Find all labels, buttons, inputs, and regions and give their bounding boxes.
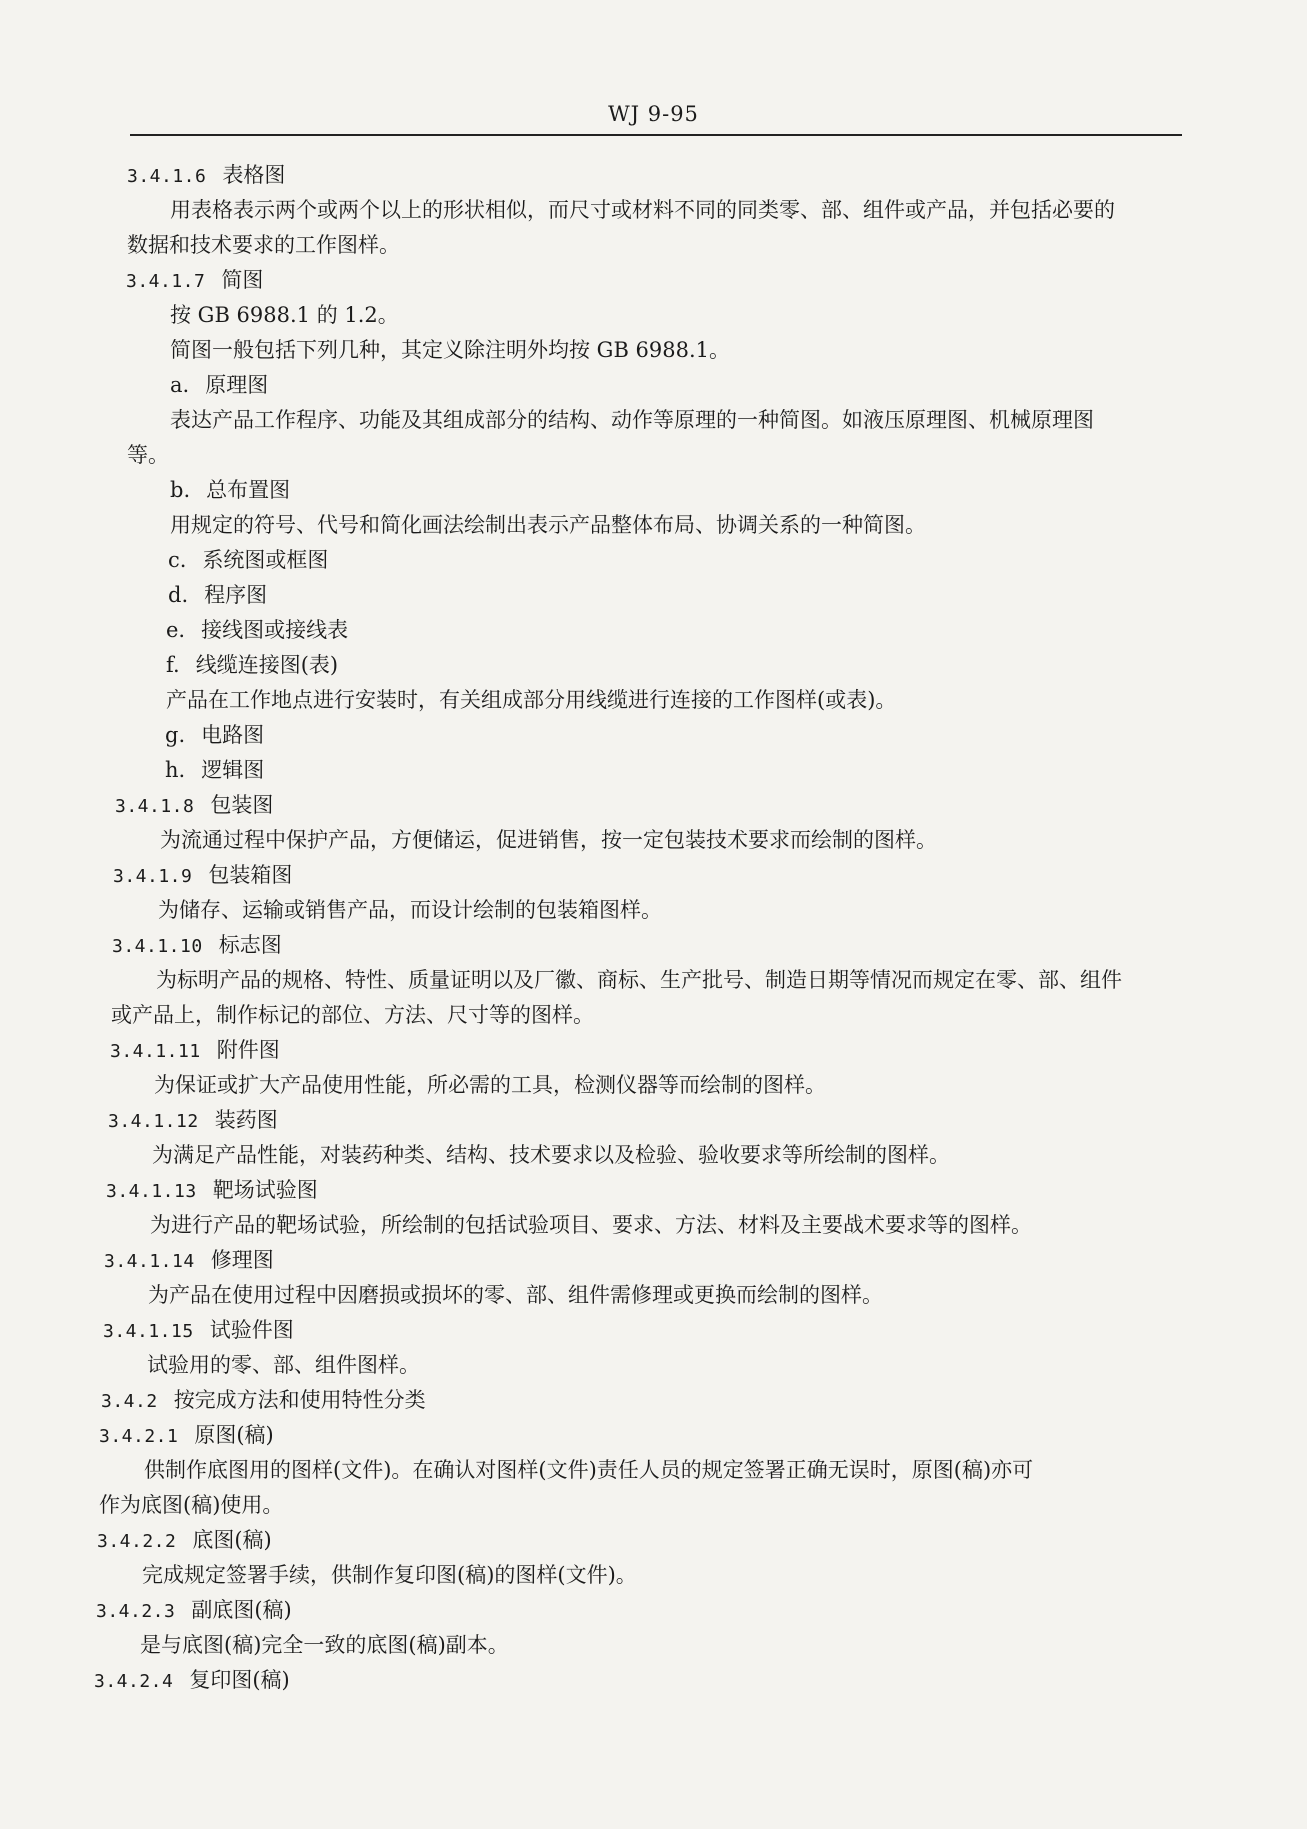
paragraph-line: 供制作底图用的图样(文件)。在确认对图样(文件)责任人员的规定签署正确无误时，原图(稿)亦可 <box>144 1458 1034 1482</box>
paragraph-line: 产品在工作地点进行安装时，有关组成部分用线缆进行连接的工作图样(或表)。 <box>166 688 897 712</box>
section-heading-3-4-2-2 <box>97 1523 1307 1558</box>
section-heading-3-4-1-14 <box>104 1243 1307 1278</box>
section-heading-3-4-2 <box>101 1383 1307 1418</box>
section-number: 3.4.2 <box>101 1391 158 1412</box>
list-marker: e. <box>166 618 186 642</box>
paragraph-line: 或产品上，制作标记的部位、方法、尺寸等的图样。 <box>111 1003 594 1027</box>
paragraph-line: 简图一般包括下列几种，其定义除注明外均按 GB 6988.1。 <box>170 338 731 362</box>
list-item-b <box>170 473 1307 508</box>
section-title: 附件图 <box>216 1038 280 1062</box>
section-title: 包装箱图 <box>208 863 293 887</box>
paragraph-line: 完成规定签署手续，供制作复印图(稿)的图样(文件)。 <box>142 1563 637 1587</box>
section-heading-3-4-1-10 <box>112 928 1307 963</box>
paragraph-line: 试验用的零、部、组件图样。 <box>147 1353 420 1377</box>
section-title: 副底图(稿) <box>191 1598 292 1622</box>
section-heading-3-4-1-7 <box>126 263 1307 298</box>
list-marker: f. <box>166 653 180 677</box>
list-label: 电路图 <box>201 723 265 747</box>
section-number: 3.4.1.10 <box>112 936 203 957</box>
section-number: 3.4.1.12 <box>108 1111 199 1132</box>
list-item-c <box>168 543 1307 578</box>
section-heading-3-4-1-9 <box>113 858 1307 893</box>
section-title: 按完成方法和使用特性分类 <box>173 1388 426 1412</box>
section-number: 3.4.1.8 <box>115 796 195 817</box>
paragraph-line: 为保证或扩大产品使用性能，所必需的工具，检测仪器等而绘制的图样。 <box>154 1073 826 1097</box>
list-label: 接线图或接线表 <box>201 618 349 642</box>
paragraph-line: 表达产品工作程序、功能及其组成部分的结构、动作等原理的一种简图。如液压原理图、机械原理图 <box>170 408 1094 432</box>
section-title: 包装图 <box>210 793 274 817</box>
list-marker: h. <box>165 758 186 782</box>
section-title: 原图(稿) <box>194 1423 274 1447</box>
list-marker: a. <box>170 373 190 397</box>
section-title: 底图(稿) <box>192 1528 272 1552</box>
section-number: 3.4.1.11 <box>110 1041 201 1062</box>
list-label: 线缆连接图(表) <box>195 653 339 677</box>
section-heading-3-4-2-4 <box>94 1663 1307 1698</box>
section-number: 3.4.2.4 <box>94 1671 174 1692</box>
section-number: 3.4.1.9 <box>113 866 193 887</box>
section-number: 3.4.2.2 <box>97 1531 177 1552</box>
paragraph-line: 为进行产品的靶场试验，所绘制的包括试验项目、要求、方法、材料及主要战术要求等的图样。 <box>150 1213 1032 1237</box>
section-number: 3.4.2.1 <box>99 1426 179 1447</box>
section-number: 3.4.1.6 <box>127 166 207 187</box>
list-marker: b. <box>170 478 191 502</box>
list-item-h <box>165 753 1307 788</box>
list-marker: c. <box>168 548 187 572</box>
list-label: 系统图或框图 <box>202 548 329 572</box>
section-heading-3-4-2-1 <box>99 1418 1307 1453</box>
paragraph-line: 用规定的符号、代号和简化画法绘制出表示产品整体布局、协调关系的一种简图。 <box>170 513 926 537</box>
list-label: 逻辑图 <box>201 758 265 782</box>
paragraph-line: 是与底图(稿)完全一致的底图(稿)副本。 <box>140 1633 509 1657</box>
paragraph-line: 为标明产品的规格、特性、质量证明以及厂徽、商标、生产批号、制造日期等情况而规定在零、部、组件 <box>156 968 1122 992</box>
paragraph-line: 为产品在使用过程中因磨损或损坏的零、部、组件需修理或更换而绘制的图样。 <box>148 1283 883 1307</box>
section-title: 试验件图 <box>209 1318 294 1342</box>
list-item-a <box>170 368 1307 403</box>
paragraph-line: 为满足产品性能，对装药种类、结构、技术要求以及检验、验收要求等所绘制的图样。 <box>152 1143 950 1167</box>
section-heading-3-4-1-15 <box>103 1313 1307 1348</box>
section-title: 表格图 <box>222 163 286 187</box>
page-header-title: WJ 9-95 <box>608 102 699 126</box>
section-number: 3.4.1.14 <box>104 1251 195 1272</box>
paragraph-line: 为储存、运输或销售产品，而设计绘制的包装箱图样。 <box>158 898 662 922</box>
section-title: 靶场试验图 <box>212 1178 318 1202</box>
list-item-d <box>168 578 1307 613</box>
header-rule <box>130 134 1182 136</box>
section-title: 复印图(稿) <box>189 1668 290 1692</box>
list-marker: g. <box>165 723 186 747</box>
section-number: 3.4.1.7 <box>126 271 206 292</box>
paragraph-line: 为流通过程中保护产品，方便储运，促进销售，按一定包装技术要求而绘制的图样。 <box>160 828 937 852</box>
paragraph-line: 等。 <box>127 443 169 467</box>
section-number: 3.4.1.13 <box>106 1181 197 1202</box>
paragraph-line: 作为底图(稿)使用。 <box>99 1493 284 1517</box>
paragraph-line: 用表格表示两个或两个以上的形状相似，而尺寸或材料不同的同类零、部、组件或产品，并包括必要的 <box>170 198 1115 222</box>
section-heading-3-4-1-6 <box>127 158 1307 193</box>
list-item-g <box>165 718 1307 753</box>
list-marker: d. <box>168 583 189 607</box>
section-number: 3.4.1.15 <box>103 1321 194 1342</box>
section-heading-3-4-1-12 <box>108 1103 1307 1138</box>
section-title: 装药图 <box>214 1108 278 1132</box>
list-label: 程序图 <box>204 583 268 607</box>
paragraph-line: 数据和技术要求的工作图样。 <box>127 233 400 257</box>
list-item-e <box>166 613 1307 648</box>
section-heading-3-4-1-11 <box>110 1033 1307 1068</box>
section-number: 3.4.2.3 <box>96 1601 176 1622</box>
section-title: 简图 <box>221 268 264 292</box>
section-title: 修理图 <box>210 1248 274 1272</box>
document-body <box>0 158 1307 1698</box>
section-heading-3-4-2-3 <box>96 1593 1307 1628</box>
list-label: 原理图 <box>205 373 269 397</box>
paragraph-line: 按 GB 6988.1 的 1.2。 <box>170 303 399 327</box>
list-item-f <box>166 648 1307 683</box>
list-label: 总布置图 <box>206 478 291 502</box>
section-heading-3-4-1-8 <box>115 788 1307 823</box>
section-title: 标志图 <box>218 933 282 957</box>
section-heading-3-4-1-13 <box>106 1173 1307 1208</box>
